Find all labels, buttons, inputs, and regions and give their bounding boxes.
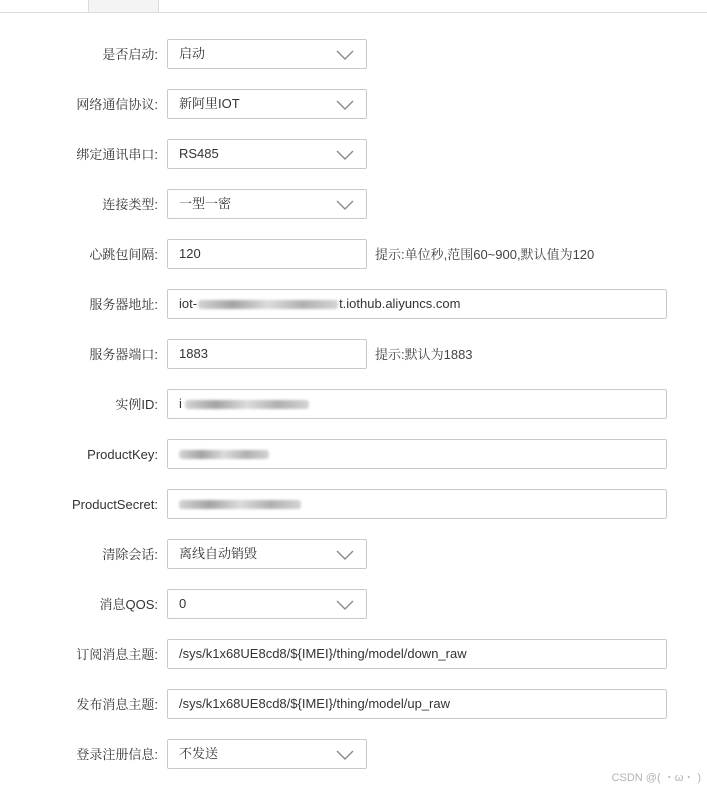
row-qos bbox=[0, 589, 707, 621]
serial-port-label: 绑定通讯串口: bbox=[76, 147, 158, 162]
product-secret-label: ProductSecret: bbox=[72, 497, 158, 512]
chevron-down-icon bbox=[336, 149, 354, 161]
subscribe-topic-input[interactable] bbox=[167, 639, 667, 669]
subscribe-topic-value: /sys/k1x68UE8cd8/${IMEI}/thing/model/down_raw bbox=[179, 646, 467, 661]
redacted-blur bbox=[179, 500, 301, 509]
row-server-addr bbox=[0, 289, 707, 321]
redacted-blur bbox=[179, 450, 269, 459]
clean-session-select[interactable] bbox=[167, 539, 367, 569]
server-addr-prefix: iot- bbox=[179, 296, 198, 311]
chevron-down-icon bbox=[336, 199, 354, 211]
instance-id-input[interactable] bbox=[167, 389, 667, 419]
redacted-blur bbox=[185, 400, 309, 409]
chevron-down-icon bbox=[336, 549, 354, 561]
publish-topic-value: /sys/k1x68UE8cd8/${IMEI}/thing/model/up_raw bbox=[179, 696, 450, 711]
row-connect-type bbox=[0, 189, 707, 221]
protocol-select[interactable] bbox=[167, 89, 367, 119]
instance-id-value bbox=[179, 390, 309, 418]
product-secret-value bbox=[179, 490, 301, 518]
enable-label: 是否启动: bbox=[102, 47, 158, 62]
publish-topic-input[interactable] bbox=[167, 689, 667, 719]
qos-select[interactable] bbox=[167, 589, 367, 619]
connect-type-value: 一型一密 bbox=[179, 196, 232, 211]
heartbeat-value: 120 bbox=[179, 246, 201, 261]
qos-label: 消息QOS: bbox=[99, 597, 158, 612]
chevron-down-icon bbox=[336, 49, 354, 61]
row-clean-session bbox=[0, 539, 707, 571]
protocol-value: 新阿里IOT bbox=[179, 96, 240, 111]
server-port-value: 1883 bbox=[179, 346, 208, 361]
enable-select[interactable] bbox=[167, 39, 367, 69]
serial-port-select[interactable] bbox=[167, 139, 367, 169]
chevron-down-icon bbox=[336, 599, 354, 611]
server-port-input[interactable] bbox=[167, 339, 367, 369]
chevron-down-icon bbox=[336, 99, 354, 111]
row-heartbeat bbox=[0, 239, 707, 271]
server-addr-label: 服务器地址: bbox=[89, 297, 158, 312]
heartbeat-hint: 提示:单位秒,范围60~900,默认值为120 bbox=[375, 247, 595, 262]
heartbeat-label: 心跳包间隔: bbox=[89, 247, 158, 262]
heartbeat-input[interactable] bbox=[167, 239, 367, 269]
server-addr-suffix: t.iothub.aliyuncs.com bbox=[339, 296, 461, 311]
row-product-secret bbox=[0, 489, 707, 521]
product-key-input[interactable] bbox=[167, 439, 667, 469]
instance-id-prefix: i bbox=[179, 396, 182, 411]
qos-value: 0 bbox=[179, 596, 187, 611]
enable-value: 启动 bbox=[179, 46, 206, 61]
product-key-label: ProductKey: bbox=[87, 447, 158, 462]
row-product-key bbox=[0, 439, 707, 471]
publish-topic-label: 发布消息主题: bbox=[76, 697, 158, 712]
row-enable bbox=[0, 39, 707, 71]
product-key-value bbox=[179, 440, 269, 468]
row-instance-id bbox=[0, 389, 707, 421]
register-info-label: 登录注册信息: bbox=[76, 747, 158, 762]
row-protocol bbox=[0, 89, 707, 121]
chevron-down-icon bbox=[336, 749, 354, 761]
server-addr-value bbox=[179, 290, 460, 318]
row-register-info bbox=[0, 739, 707, 771]
serial-port-value: RS485 bbox=[179, 146, 219, 161]
connect-type-label: 连接类型: bbox=[102, 197, 158, 212]
tab-divider bbox=[0, 12, 707, 13]
connect-type-select[interactable] bbox=[167, 189, 367, 219]
server-port-label: 服务器端口: bbox=[89, 347, 158, 362]
csdn-watermark: CSDN @( ・ω・ ) bbox=[611, 772, 701, 784]
subscribe-topic-label: 订阅消息主题: bbox=[76, 647, 158, 662]
register-info-value: 不发送 bbox=[179, 746, 219, 761]
register-info-select[interactable] bbox=[167, 739, 367, 769]
server-port-hint: 提示:默认为1883 bbox=[375, 347, 473, 362]
server-addr-input[interactable] bbox=[167, 289, 667, 319]
clean-session-value: 离线自动销毁 bbox=[179, 546, 258, 561]
product-secret-input[interactable] bbox=[167, 489, 667, 519]
clean-session-label: 清除会话: bbox=[102, 547, 158, 562]
row-server-port bbox=[0, 339, 707, 371]
top-tab-bar bbox=[0, 0, 707, 12]
instance-id-label: 实例ID: bbox=[115, 397, 158, 412]
protocol-label: 网络通信协议: bbox=[76, 97, 158, 112]
row-publish-topic bbox=[0, 689, 707, 721]
row-serial-port bbox=[0, 139, 707, 171]
redacted-blur bbox=[198, 300, 338, 309]
row-subscribe-topic bbox=[0, 639, 707, 671]
active-tab[interactable] bbox=[88, 0, 159, 12]
